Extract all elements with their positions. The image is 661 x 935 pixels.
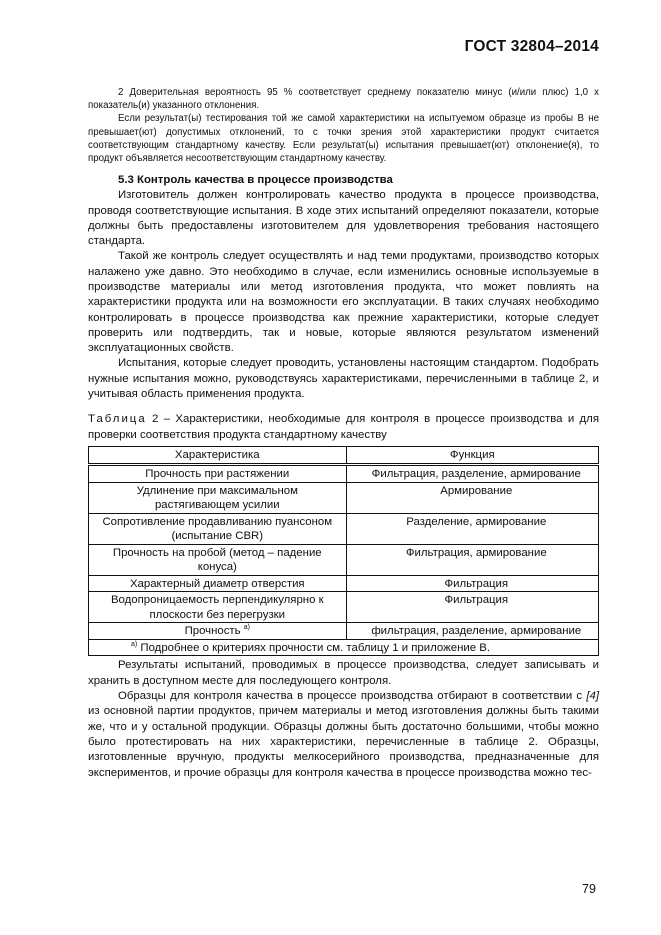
paragraph-text: из основной партии продуктов, причем материалы и метод изготовления должны быть такими же, что и у остальной продукции. Образцы должны быть достаточно большими, чтобы можно было протестировать на них характеристики, перечисленные в таблице 2. Образцы, изготовленные вручную, продукты мелкосерийного производства, предназначенные для экспериментов, и прочие образцы для контроля качества в процессе производства можно тес- bbox=[88, 705, 599, 779]
footnote-marker: а) bbox=[131, 641, 138, 649]
table-caption bbox=[88, 412, 599, 443]
table-row bbox=[89, 482, 599, 513]
header-function: Функция bbox=[346, 446, 598, 465]
footnote-text: Подробнее о критериях прочности см. таблицу 1 и приложение В. bbox=[137, 641, 490, 654]
paragraph: Такой же контроль следует осуществлять и над теми продуктами, производство которых налажено уже давно. Это необходимо в случае, если изменились основные используемые в производстве материалы или метод изготовления продукта, что может повлиять на характеристики продукта или на возможности его эксплуатации. В таких случаях необходимо контролировать в процессе производства как прежние характеристики, которые следует проверить или подтвердить, так и новые, которые являются результатом изменений эксплуатационных свойств. bbox=[88, 250, 599, 355]
page-content bbox=[88, 86, 599, 781]
note-result: Если результат(ы) тестирования той же самой характеристики на испытуемом образце из пробы В не превышает(ют) допустимых отклонений, то с точки зрения этой характеристики продукт считается соответствующим стандартному качеству. Если результат(ы) испытания превышает(ют) отклонение(я), то продукт объявляется несоответствующим стандартному качеству. bbox=[88, 113, 599, 165]
cell-function: Армирование bbox=[346, 482, 598, 513]
table-header-row bbox=[89, 446, 599, 465]
paragraph-text: Образцы для контроля качества в процессе производства отбирают в соответствии с bbox=[118, 690, 587, 703]
page-number: 79 bbox=[582, 882, 596, 896]
footnote-marker: а) bbox=[243, 624, 250, 632]
paragraph: Результаты испытаний, проводимых в процессе производства, следует записывать и хранить в доступном месте для последующего контроля. bbox=[88, 659, 599, 687]
cell-characteristic: Сопротивление продавливанию пуансоном (испытание CBR) bbox=[89, 513, 347, 544]
cell-characteristic: Прочность при растяжении bbox=[89, 465, 347, 483]
table-row bbox=[89, 465, 599, 483]
cell-function: фильтрация, разделение, армирование bbox=[346, 623, 598, 640]
paragraph bbox=[88, 689, 599, 781]
reference-link: [4] bbox=[586, 690, 599, 703]
table-caption-label: Таблица bbox=[88, 413, 147, 426]
cell-characteristic bbox=[89, 623, 347, 640]
table-row bbox=[89, 513, 599, 544]
cell-function: Фильтрация bbox=[346, 592, 598, 623]
cell-characteristic: Характерный диаметр отверстия bbox=[89, 575, 347, 592]
section-title: 5.3 Контроль качества в процессе производства bbox=[118, 174, 393, 187]
cell-characteristic-text: Прочность bbox=[184, 625, 241, 638]
standard-header: ГОСТ 32804–2014 bbox=[464, 38, 599, 55]
table-row bbox=[89, 544, 599, 575]
cell-characteristic: Водопроницаемость перпендикулярно к плоскости без перегрузки bbox=[89, 592, 347, 623]
table-footnote bbox=[89, 639, 599, 656]
table-row bbox=[89, 575, 599, 592]
table-row bbox=[89, 623, 599, 640]
paragraph: Испытания, которые следует проводить, установлены настоящим стандартом. Подобрать нужные испытания можно, руководствуясь характеристиками, перечисленными в таблице 2, и учитывая область применения продукта. bbox=[88, 357, 599, 401]
cell-characteristic: Прочность на пробой (метод – падение конуса) bbox=[89, 544, 347, 575]
cell-function: Фильтрация, разделение, армирование bbox=[346, 465, 598, 483]
cell-function: Фильтрация, армирование bbox=[346, 544, 598, 575]
paragraph: Изготовитель должен контролировать качество продукта в процессе производства, проводя соответствующие испытания. В ходе этих испытаний определяют показатели, которые должны быть предоставлены изготовителем для удовлетворения требования настоящего стандарта. bbox=[88, 189, 599, 248]
characteristics-table bbox=[88, 446, 599, 657]
header-characteristic: Характеристика bbox=[89, 446, 347, 465]
table-row bbox=[89, 592, 599, 623]
cell-function: Фильтрация bbox=[346, 575, 598, 592]
cell-function: Разделение, армирование bbox=[346, 513, 598, 544]
cell-characteristic: Удлинение при максимальном растягивающем усилии bbox=[89, 482, 347, 513]
note-confidence: 2 Доверительная вероятность 95 % соответствует среднему показателю минус (и/или плюс) 1,0 х показатель(и) указанного отклонения. bbox=[88, 87, 599, 112]
table-caption-text: 2 – Характеристики, необходимые для контроля в процессе производства и для проверки соответствия продукта стандартному качеству bbox=[88, 413, 599, 441]
table-footnote-row bbox=[89, 639, 599, 656]
